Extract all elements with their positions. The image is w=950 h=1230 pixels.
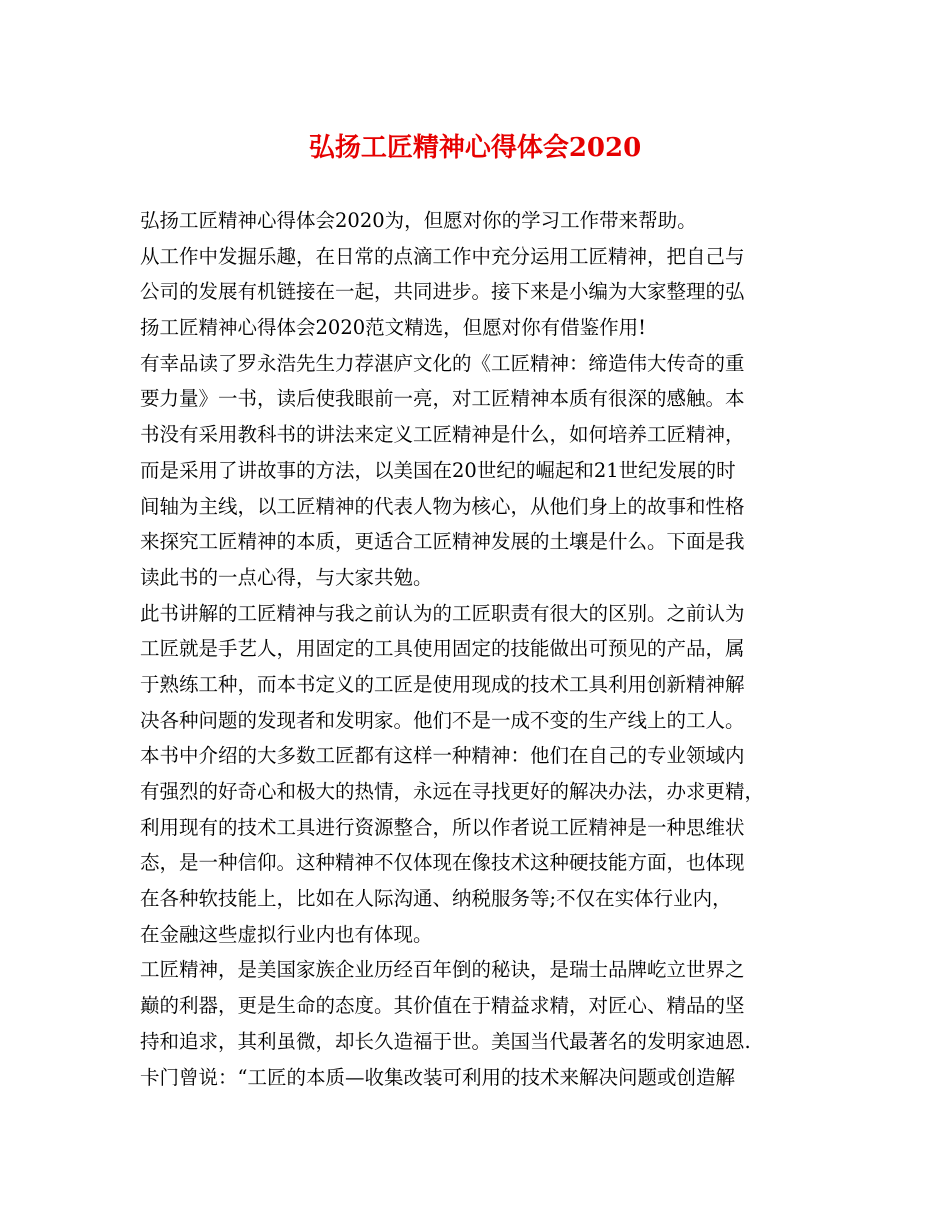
text-line: 在各种软技能上，比如在人际沟通、纳税服务等;不仅在实体行业内， [140, 887, 732, 911]
document-title: 弘扬工匠精神心得体会2020 [308, 133, 642, 163]
text-line: 持和追求，其利虽微，却长久造福于世。美国当代最著名的发明家迪恩. [140, 1029, 751, 1053]
text-line: 于熟练工种，而本书定义的工匠是使用现成的技术工具利用创新精神解 [140, 672, 745, 696]
text-line: 此书讲解的工匠精神与我之前认为的工匠职责有很大的区别。之前认为 [140, 601, 745, 625]
text-line: 有幸品读了罗永浩先生力荐湛庐文化的《工匠精神：缔造伟大传奇的重 [140, 351, 745, 375]
text-line: 公司的发展有机链接在一起，共同进步。接下来是小编为大家整理的弘 [140, 280, 745, 304]
text-line: 从工作中发掘乐趣，在日常的点滴工作中充分运用工匠精神，把自己与 [140, 244, 745, 268]
text-line: 而是采用了讲故事的方法，以美国在20世纪的崛起和21世纪发展的时 [140, 458, 736, 482]
text-line: 有强烈的好奇心和极大的热情，永远在寻找更好的解决办法，办求更精， [140, 780, 765, 803]
text-line: 书没有采用教科书的讲法来定义工匠精神是什么，如何培养工匠精神， [140, 423, 745, 447]
text-line: 卡门曾说：“工匠的本质—收集改装可利用的技术来解决问题或创造解 [140, 1065, 735, 1089]
text-line: 读此书的一点心得，与大家共勉。 [140, 565, 433, 589]
text-line: 要力量》一书，读后使我眼前一亮，对工匠精神本质有很深的感触。本 [140, 387, 745, 411]
text-line: 决各种问题的发现者和发明家。他们不是一成不变的生产线上的工人。 [140, 708, 745, 732]
text-line: 间轴为主线，以工匠精神的代表人物为核心，从他们身上的故事和性格 [140, 494, 745, 518]
text-line: 工匠精神，是美国家族企业历经百年倒的秘诀，是瑞士品牌屹立世界之 [140, 958, 745, 982]
text-line: 本书中介绍的大多数工匠都有这样一种精神：他们在自己的专业领域内 [140, 744, 745, 768]
text-line: 在金融这些虚拟行业内也有体现。 [140, 922, 433, 946]
text-line: 来探究工匠精神的本质，更适合工匠精神发展的土壤是什么。下面是我 [140, 530, 745, 554]
text-line: 巅的利器，更是生命的态度。其价值在于精益求精，对匠心、精品的坚 [140, 994, 745, 1018]
text-line: 弘扬工匠精神心得体会2020为，但愿对你的学习工作带来帮助。 [140, 209, 697, 232]
text-line: 扬工匠精神心得体会2020范文精选，但愿对你有借鉴作用! [140, 316, 646, 340]
text-line: 态，是一种信仰。这种精神不仅体现在像技术这种硬技能方面，也体现 [140, 851, 745, 875]
text-line: 利用现有的技术工具进行资源整合，所以作者说工匠精神是一种思维状 [140, 815, 745, 839]
document-body [140, 203, 840, 1095]
text-line: 工匠就是手艺人，用固定的工具使用固定的技能做出可预见的产品，属 [140, 637, 745, 661]
